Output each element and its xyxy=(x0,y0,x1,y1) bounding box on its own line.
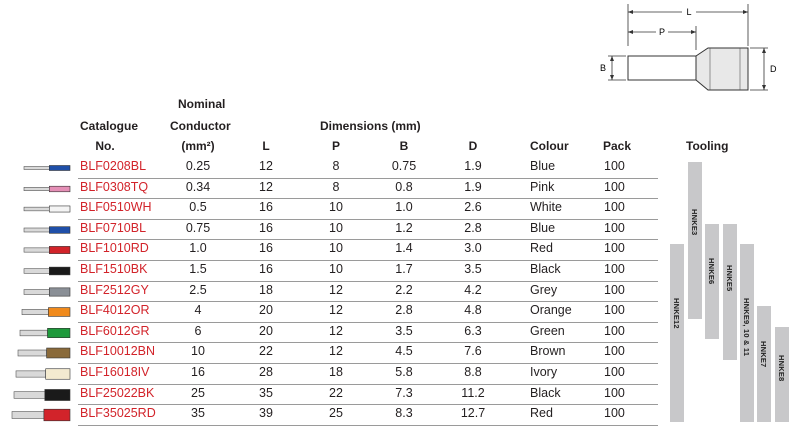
pack-cell: 100 xyxy=(604,365,625,379)
b-cell: 1.4 xyxy=(395,241,413,256)
length-cell: 18 xyxy=(259,282,273,297)
pack-cell: 100 xyxy=(604,159,625,173)
ferrule-icon xyxy=(16,344,88,362)
ferrule-dimension-diagram xyxy=(590,0,800,110)
colour-cell: Grey xyxy=(530,282,558,297)
length-cell: 39 xyxy=(259,406,273,421)
colour-cell: Red xyxy=(530,406,553,421)
diagram-label-d: D xyxy=(770,64,777,74)
d-cell: 11.2 xyxy=(461,385,485,400)
tooling-label: HNKE9, 10 & 11 xyxy=(742,297,751,356)
b-cell: 0.8 xyxy=(395,179,413,194)
header-conductor: Conductor xyxy=(170,119,231,133)
tooling-label: HNKE8 xyxy=(777,355,786,382)
p-cell: 12 xyxy=(329,344,343,359)
b-cell: 3.5 xyxy=(395,323,413,338)
catalogue-number: BLF1510BK xyxy=(80,262,148,276)
conductor-cell: 0.5 xyxy=(189,200,207,215)
d-cell: 4.8 xyxy=(464,303,482,318)
diagram-label-b: B xyxy=(599,63,606,73)
diagram-label-p: P xyxy=(658,27,666,37)
conductor-cell: 0.25 xyxy=(185,159,211,173)
pack-cell: 100 xyxy=(604,406,625,421)
catalogue-number: BLF0510WH xyxy=(80,200,152,215)
conductor-cell: 4 xyxy=(194,303,202,318)
conductor-cell: 0.75 xyxy=(185,220,211,235)
row-divider xyxy=(78,260,658,261)
p-cell: 12 xyxy=(329,323,343,338)
catalogue-number: BLF16018IV xyxy=(80,365,150,379)
row-divider xyxy=(78,425,658,426)
b-cell: 7.3 xyxy=(395,385,413,400)
d-cell: 7.6 xyxy=(464,344,482,359)
header-catalogue: Catalogue xyxy=(80,119,139,133)
ferrule-icon xyxy=(10,406,82,424)
catalogue-number: BLF2512GY xyxy=(80,282,149,297)
catalogue-number: BLF10012BN xyxy=(80,344,156,359)
colour-cell: White xyxy=(530,200,562,215)
colour-cell: Red xyxy=(530,241,553,256)
header-dimensions: Dimensions (mm) xyxy=(320,119,421,133)
row-divider xyxy=(78,239,658,240)
tooling-label: HNKE12 xyxy=(672,297,681,329)
row-divider xyxy=(78,363,658,364)
d-cell: 1.9 xyxy=(464,179,482,194)
header-mm2: (mm²) xyxy=(181,139,215,153)
p-cell: 12 xyxy=(329,282,343,297)
length-cell: 12 xyxy=(259,159,273,173)
conductor-cell: 6 xyxy=(194,323,202,338)
diagram-label-l: L xyxy=(686,7,692,17)
p-cell: 10 xyxy=(329,262,343,276)
header-colour: Colour xyxy=(530,139,569,153)
b-cell: 0.75 xyxy=(391,159,417,173)
pack-cell: 100 xyxy=(604,303,625,318)
b-cell: 1.7 xyxy=(395,262,413,276)
b-cell: 4.5 xyxy=(395,344,413,359)
b-cell: 5.8 xyxy=(395,365,413,379)
header-d: D xyxy=(468,139,478,153)
pack-cell: 100 xyxy=(604,200,625,215)
b-cell: 8.3 xyxy=(395,406,413,421)
p-cell: 18 xyxy=(329,365,343,379)
tooling-label: HNKE3 xyxy=(690,209,699,236)
header-tooling: Tooling xyxy=(686,139,729,153)
colour-cell: Brown xyxy=(530,344,566,359)
length-cell: 12 xyxy=(259,179,273,194)
p-cell: 10 xyxy=(329,241,343,256)
tooling-label: HNKE7 xyxy=(759,340,768,368)
ferrule-icon xyxy=(14,365,86,383)
pack-cell: 100 xyxy=(604,241,625,256)
length-cell: 22 xyxy=(259,344,273,359)
row-divider xyxy=(78,198,658,199)
tooling-bar xyxy=(688,162,702,319)
catalogue-number: BLF0308TQ xyxy=(80,179,149,194)
colour-cell: Pink xyxy=(530,179,555,194)
pack-cell: 100 xyxy=(604,344,625,359)
b-cell: 2.8 xyxy=(395,303,413,318)
d-cell: 12.7 xyxy=(460,406,486,421)
b-cell: 1.2 xyxy=(395,220,413,235)
tooling-label: HNKE6 xyxy=(707,258,716,285)
conductor-cell: 2.5 xyxy=(189,282,207,297)
length-cell: 16 xyxy=(259,241,273,256)
catalogue-number: BLF0208BL xyxy=(80,159,147,173)
d-cell: 1.9 xyxy=(464,159,482,173)
colour-cell: Black xyxy=(530,385,561,400)
length-cell: 16 xyxy=(259,262,273,276)
length-cell: 28 xyxy=(259,365,273,379)
length-cell: 16 xyxy=(259,200,273,215)
catalogue-number: BLF4012OR xyxy=(80,303,150,318)
conductor-cell: 25 xyxy=(191,385,205,400)
tooling-bar xyxy=(723,224,737,360)
p-cell: 12 xyxy=(329,303,343,318)
colour-cell: Orange xyxy=(530,303,572,318)
catalogue-number: BLF25022BK xyxy=(80,385,155,400)
conductor-cell: 35 xyxy=(191,406,205,421)
catalogue-number: BLF0710BL xyxy=(80,220,147,235)
row-divider xyxy=(78,301,658,302)
b-cell: 1.0 xyxy=(395,200,413,215)
row-divider xyxy=(78,384,658,385)
d-cell: 3.0 xyxy=(464,241,482,256)
row-divider xyxy=(78,219,658,220)
pack-cell: 100 xyxy=(604,220,625,235)
d-cell: 2.6 xyxy=(464,200,482,215)
length-cell: 20 xyxy=(259,323,273,338)
colour-cell: Blue xyxy=(530,220,556,235)
pack-cell: 100 xyxy=(604,385,625,400)
length-cell: 35 xyxy=(259,385,273,400)
pack-cell: 100 xyxy=(604,179,625,194)
row-divider xyxy=(78,281,658,282)
d-cell: 4.2 xyxy=(464,282,482,297)
pack-cell: 100 xyxy=(604,262,625,276)
d-cell: 8.8 xyxy=(464,365,482,379)
tooling-label: HNKE5 xyxy=(725,264,734,292)
header-catalogue-no: No. xyxy=(95,139,115,153)
tooling-bar xyxy=(670,244,684,421)
d-cell: 3.5 xyxy=(464,262,482,276)
colour-cell: Black xyxy=(530,262,561,276)
d-cell: 6.3 xyxy=(464,323,482,338)
length-cell: 16 xyxy=(259,220,273,235)
p-cell: 10 xyxy=(329,220,343,235)
row-divider xyxy=(78,178,658,179)
ferrule-icon xyxy=(12,386,84,404)
d-cell: 2.8 xyxy=(464,220,482,235)
row-divider xyxy=(78,322,658,323)
catalogue-number: BLF6012GR xyxy=(80,323,150,338)
pack-cell: 100 xyxy=(604,323,625,338)
pack-cell: 100 xyxy=(604,282,625,297)
conductor-cell: 1.0 xyxy=(189,241,207,256)
p-cell: 25 xyxy=(329,406,343,421)
header-p: P xyxy=(331,139,341,153)
catalogue-number: BLF35025RD xyxy=(80,406,156,421)
header-nominal: Nominal xyxy=(178,97,226,111)
catalogue-number: BLF1010RD xyxy=(80,241,149,256)
colour-cell: Green xyxy=(530,323,565,338)
conductor-cell: 10 xyxy=(191,344,205,359)
p-cell: 22 xyxy=(329,385,343,400)
conductor-cell: 16 xyxy=(191,365,205,379)
colour-cell: Ivory xyxy=(530,365,558,379)
colour-cell: Blue xyxy=(530,159,556,173)
row-divider xyxy=(78,404,658,405)
p-cell: 8 xyxy=(332,179,340,194)
length-cell: 20 xyxy=(259,303,273,318)
p-cell: 8 xyxy=(332,159,340,173)
header-pack: Pack xyxy=(603,139,632,153)
p-cell: 10 xyxy=(329,200,343,215)
conductor-cell: 1.5 xyxy=(189,262,207,276)
b-cell: 2.2 xyxy=(395,282,413,297)
row-divider xyxy=(78,342,658,343)
header-b: B xyxy=(399,139,409,153)
header-l: L xyxy=(262,139,270,153)
conductor-cell: 0.34 xyxy=(185,179,211,194)
